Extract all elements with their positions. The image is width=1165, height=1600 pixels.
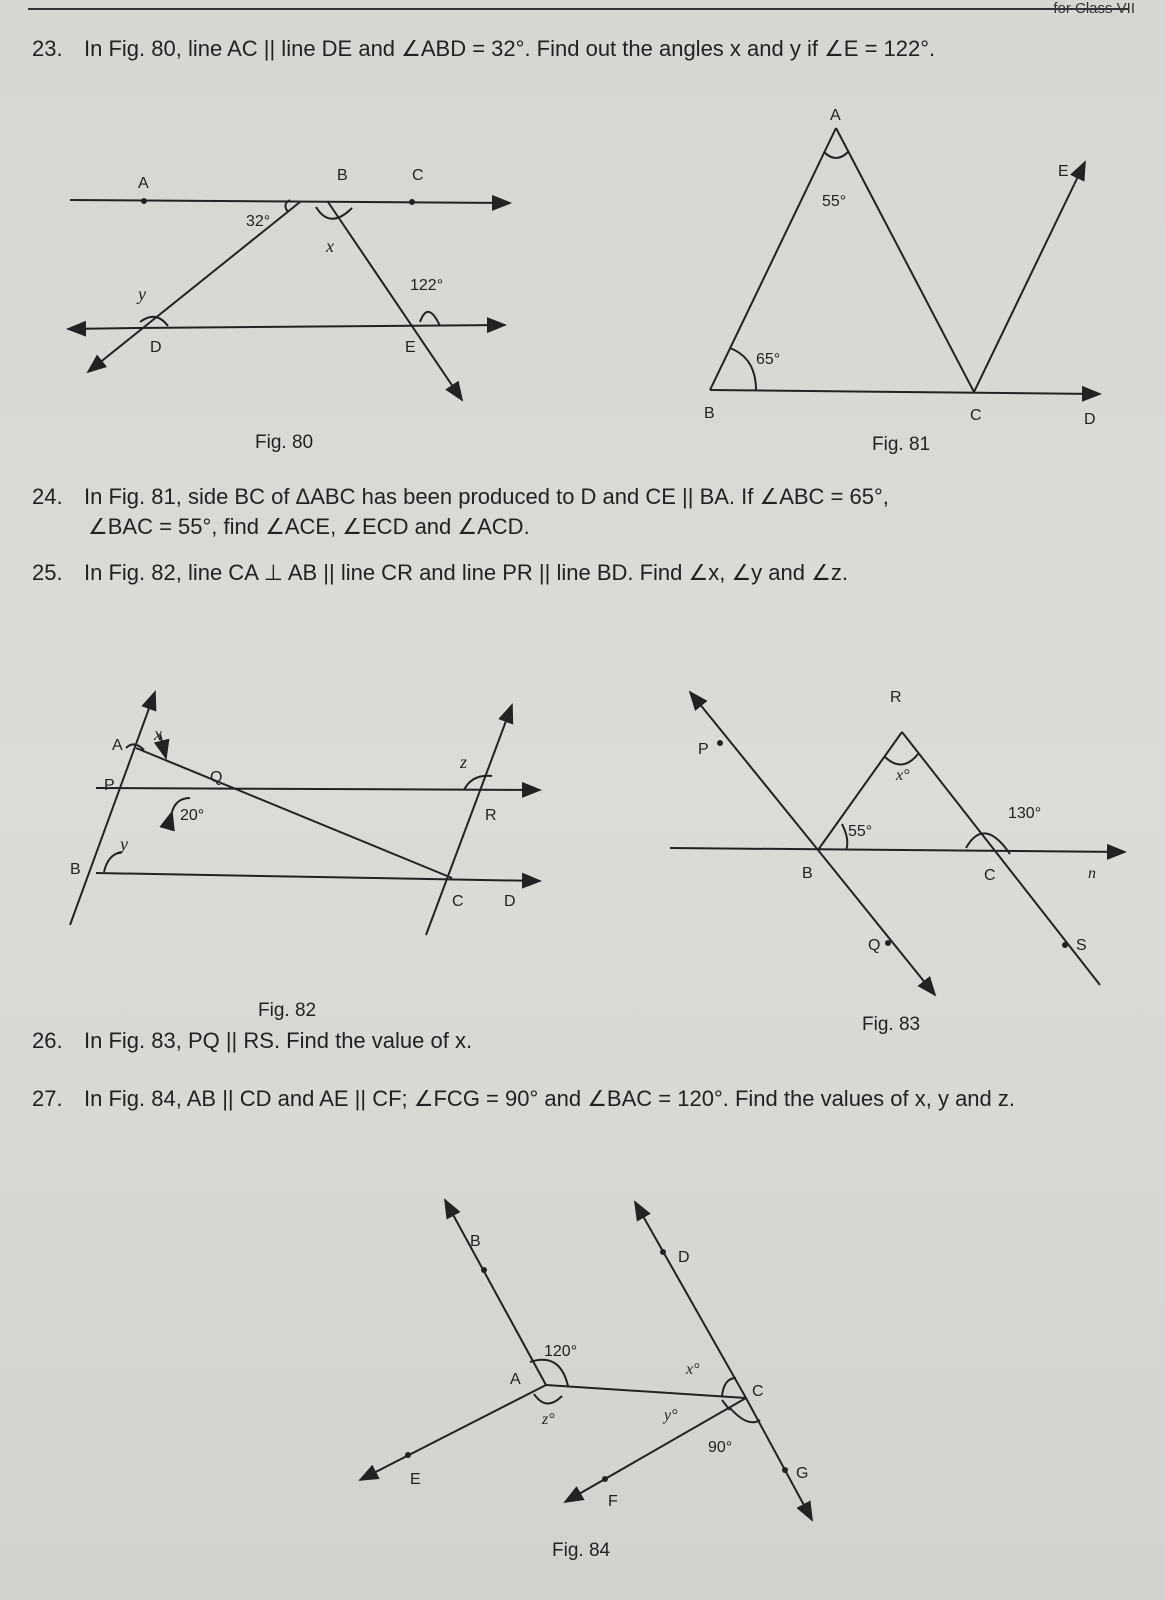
fig84-angle-x-arc [722, 1378, 736, 1396]
fig80-point-c [409, 199, 415, 205]
fig80-label-x: x [326, 236, 334, 256]
fig83-angle-55-arc [842, 824, 847, 850]
fig82-line-cr [426, 705, 512, 935]
fig80-label-d: D [150, 339, 162, 356]
fig80-line-be [328, 202, 462, 400]
fig83-label-b: B [802, 865, 813, 882]
fig84-label-120: 120° [544, 1343, 578, 1360]
fig82-label-p: P [104, 777, 115, 794]
fig82-angle-y-arc [104, 852, 122, 872]
fig81-label-c: C [970, 407, 982, 424]
fig82-label-x: x [154, 724, 162, 744]
fig83-point-q [885, 940, 891, 946]
fig83-label-x: x° [896, 767, 910, 784]
fig84-angle-120-arc [530, 1360, 568, 1386]
fig82-label-20: 20° [180, 807, 205, 824]
fig83-line-rs [902, 732, 1100, 985]
fig84-segment-ac [546, 1385, 746, 1398]
fig84-angle-z-arc [534, 1394, 562, 1404]
fig84-label-c: C [752, 1383, 764, 1400]
fig80-label-32: 32° [246, 213, 271, 230]
fig82-label-y: y [120, 834, 128, 854]
fig81-angle-65-arc [730, 348, 756, 390]
fig84-ray-ab [445, 1200, 546, 1385]
fig84-label-e: E [410, 1471, 421, 1488]
fig83-label-130: 130° [1008, 805, 1042, 822]
fig80-line-de-left [68, 328, 135, 329]
fig84-label-a: A [510, 1371, 521, 1388]
question-26: 26. In Fig. 83, PQ || RS. Find the value of x. [32, 1028, 473, 1053]
fig83-label-n: n [1088, 865, 1096, 882]
fig83-point-s [1062, 942, 1068, 948]
fig82-line-ab [70, 692, 155, 925]
fig81-angle-55-arc [824, 152, 848, 158]
fig80-label-122: 122° [410, 277, 444, 294]
fig84-label-d: D [678, 1249, 690, 1266]
fig81-side-ac [836, 128, 974, 392]
fig80-angle-122-arc [420, 312, 440, 326]
fig80-label-b: B [337, 167, 348, 184]
fig82-label-d: D [504, 893, 516, 910]
fig80-label-y: y [138, 284, 146, 304]
fig84-label-90: 90° [708, 1439, 733, 1456]
question-24: 24. In Fig. 81, side BC of ΔABC has been produced to D and CE || BA. If ∠ABC = 65°, [32, 484, 889, 509]
fig82-angle-z-arc [464, 776, 492, 790]
fig82-label-q: Q [210, 769, 223, 786]
fig81-caption: Fig. 81 [872, 434, 931, 455]
fig82-label-z: z [460, 752, 468, 772]
fig84-ray-ae [360, 1385, 546, 1480]
fig84-point-g [782, 1467, 788, 1473]
fig84-ray-cg [746, 1398, 812, 1520]
fig84-label-g: G [796, 1465, 809, 1482]
fig84-point-e [405, 1452, 411, 1458]
question-25: 25. In Fig. 82, line CA ⊥ AB || line CR and line PR || line BD. Find ∠x, ∠y and ∠z. [32, 560, 848, 585]
fig80-line-de-right [135, 325, 505, 328]
question-23: 23. In Fig. 80, line AC || line DE and ∠ABD = 32°. Find out the angles x and y if ∠E = 122°. [32, 36, 936, 61]
fig84-label-x: x° [686, 1361, 700, 1378]
fig83-label-55: 55° [848, 823, 873, 840]
fig83-caption: Fig. 83 [862, 1014, 921, 1035]
fig82-diagram [70, 692, 540, 935]
fig83-label-p: P [698, 741, 709, 758]
fig80-point-a [141, 198, 147, 204]
fig84-label-b: B [470, 1233, 481, 1250]
corner-label: for Class VII [1053, 0, 1135, 17]
fig84-point-b [481, 1267, 487, 1273]
fig84-caption: Fig. 84 [552, 1540, 611, 1561]
fig80-caption: Fig. 80 [255, 432, 314, 453]
fig83-line-bp [690, 692, 818, 850]
fig81-label-55: 55° [822, 193, 847, 210]
fig82-line-pr [96, 788, 540, 790]
fig83-line-bq [818, 850, 935, 995]
fig83-label-r: R [890, 689, 902, 706]
fig82-label-b: B [70, 861, 81, 878]
fig82-label-c: C [452, 893, 464, 910]
fig84-label-f: F [608, 1493, 618, 1510]
fig84-label-z: z° [542, 1411, 555, 1428]
fig84-diagram [360, 1200, 812, 1520]
fig83-label-s: S [1076, 937, 1087, 954]
fig81-label-65: 65° [756, 351, 781, 368]
fig84-label-y: y° [664, 1407, 678, 1424]
fig83-line-n [670, 848, 1125, 852]
fig82-line-bd [96, 873, 540, 881]
fig83-label-q: Q [868, 937, 881, 954]
fig80-angle-x-arc [316, 207, 352, 219]
fig84-point-d [660, 1249, 666, 1255]
fig81-line-bd [710, 390, 1100, 394]
fig80-label-e: E [405, 339, 416, 356]
fig80-label-c: C [412, 167, 424, 184]
fig81-label-b: B [704, 405, 715, 422]
fig83-diagram [670, 692, 1125, 995]
fig81-line-ce [974, 162, 1085, 392]
question-24-line2: ∠BAC = 55°, find ∠ACE, ∠ECD and ∠ACD. [88, 514, 530, 539]
fig83-angle-x-arc [884, 754, 918, 765]
fig83-label-c: C [984, 867, 996, 884]
fig80-diagram [68, 200, 510, 400]
fig80-label-a: A [138, 175, 149, 192]
fig81-label-a: A [830, 107, 841, 124]
fig83-point-p [717, 740, 723, 746]
fig82-label-r: R [485, 807, 497, 824]
fig81-label-e: E [1058, 163, 1069, 180]
fig82-label-a: A [112, 737, 123, 754]
fig81-label-d: D [1084, 411, 1096, 428]
fig82-caption: Fig. 82 [258, 1000, 317, 1021]
fig84-point-f [602, 1476, 608, 1482]
question-27: 27. In Fig. 84, AB || CD and AE || CF; ∠FCG = 90° and ∠BAC = 120°. Find the values of x, y and z. [32, 1086, 1016, 1111]
